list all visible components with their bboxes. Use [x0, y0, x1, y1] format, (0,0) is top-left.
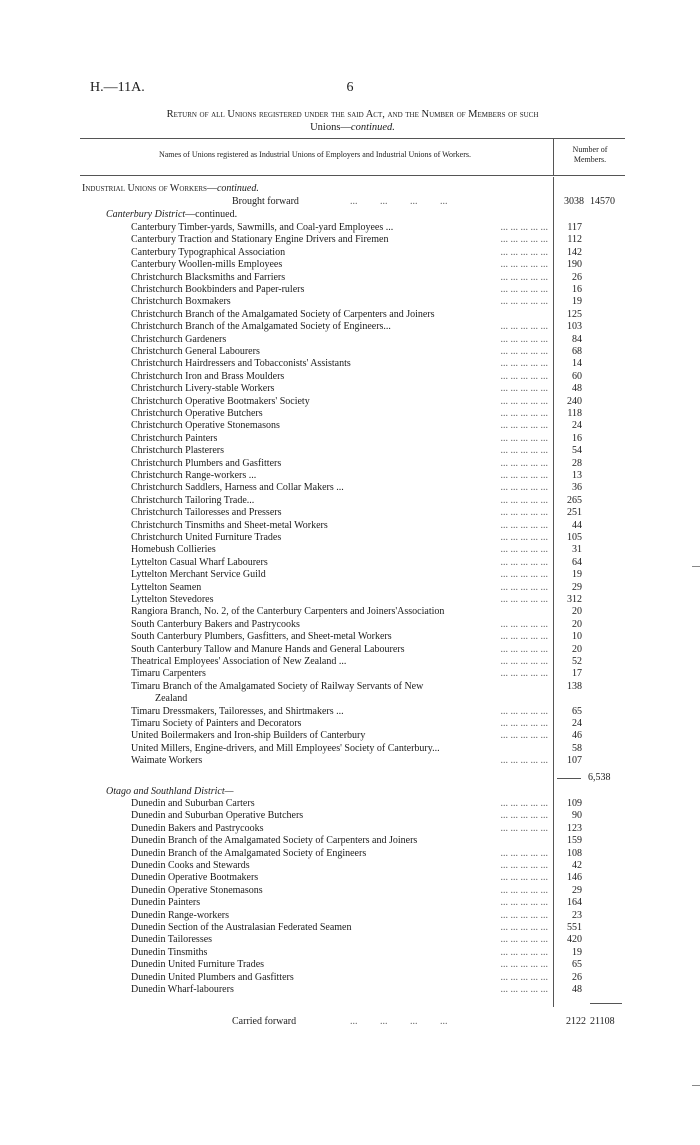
dot-leader: ... ... ... ... ... [500, 798, 548, 809]
union-name: South Canterbury Plumbers, Gasfitters, and Sheet-metal Workers [131, 631, 392, 643]
member-count: 23 [572, 909, 582, 921]
member-count: 84 [572, 333, 582, 345]
dot-leader: ... ... ... ... ... [500, 581, 548, 593]
column-header-members-line1: Number of [572, 145, 608, 154]
union-name: Christchurch Plasterers [131, 445, 225, 457]
dot-leader: ... ... ... ... ... [500, 847, 548, 859]
union-name: South Canterbury Tallow and Manure Hands and General Labourers [131, 643, 405, 655]
dot-leader: ... ... ... ... ... [500, 383, 548, 395]
union-name: Canterbury Typographical Association [131, 246, 286, 258]
member-count: 146 [567, 872, 582, 884]
dot-leader: ... ... ... ... ... [500, 346, 548, 357]
member-count: 24 [572, 718, 582, 729]
union-name: Dunedin Operative Stonemasons [131, 884, 263, 896]
dot-leader: ... ... ... ... ... [500, 618, 548, 630]
dot-leader: ... ... ... ... ... [500, 271, 548, 283]
union-name: United Boilermakers and Iron-ship Builders of Canterbury [131, 730, 366, 742]
dot-leader: ... ... ... ... ... [500, 432, 548, 444]
member-count: 58 [572, 742, 582, 754]
member-count: 29 [572, 884, 582, 896]
scan-edge-mark [692, 566, 700, 567]
dot-leader: ... ... ... ... ... [500, 984, 548, 995]
union-name: United Millers, Engine-drivers, and Mill Employees' Society of Canterbury... [131, 742, 440, 754]
title-line-2-plain: Unions— [310, 122, 351, 133]
brought-forward-leader: ... ... ... ... [350, 196, 448, 207]
union-name: Canterbury Traction and Stationary Engine Drivers and Firemen [131, 234, 389, 246]
district-heading-canterbury-italic: Canterbury District [106, 209, 186, 220]
member-count: 190 [567, 259, 582, 271]
dot-leader: ... ... ... ... ... [500, 482, 548, 494]
dot-leader: ... ... ... ... ... [500, 519, 548, 531]
carried-forward-total: 21108 [590, 1016, 615, 1027]
member-count: 28 [572, 457, 582, 469]
union-name: Dunedin United Furniture Trades [131, 959, 265, 971]
union-name: Christchurch Bookbinders and Paper-rulers [131, 284, 305, 295]
union-name: Christchurch Range-workers ... [131, 470, 257, 481]
dot-leader: ... ... ... ... ... [500, 234, 548, 246]
union-name: Christchurch Saddlers, Harness and Collar Makers ... [131, 482, 344, 494]
carried-forward-leader: ... ... ... ... [350, 1016, 448, 1027]
table-top-rule [80, 138, 625, 139]
member-count: 123 [567, 822, 582, 834]
brought-forward-total: 14570 [590, 196, 615, 207]
member-count: 29 [572, 581, 582, 593]
union-name: Lyttelton Stevedores [131, 594, 214, 605]
title-line-1: Return of all Unions registered under the said Act, and the Number of Members of such [166, 109, 539, 120]
member-count: 16 [572, 284, 582, 295]
union-name: Christchurch United Furniture Trades [131, 532, 282, 543]
union-name: Dunedin and Suburban Carters [131, 798, 255, 809]
union-name: Dunedin Branch of the Amalgamated Society of Carpenters and Joiners [131, 835, 418, 847]
union-name: Christchurch Boxmakers [131, 296, 231, 308]
dot-leader: ... ... ... ... ... [500, 860, 548, 871]
section-heading-italic: continued. [216, 183, 259, 194]
member-count: 20 [572, 606, 582, 618]
dot-leader: ... ... ... ... ... [500, 420, 548, 432]
member-count: 26 [572, 271, 582, 283]
district-heading-canterbury [106, 209, 237, 221]
member-count: 108 [567, 847, 582, 859]
dot-leader: ... ... ... ... ... [500, 922, 548, 933]
union-name: Dunedin Wharf-labourers [131, 984, 234, 995]
union-name: Dunedin Painters [131, 897, 201, 909]
dot-leader: ... ... ... ... ... [500, 755, 548, 767]
member-count: 159 [567, 835, 582, 847]
member-count: 107 [567, 755, 582, 767]
brought-forward-members: 3038 [564, 196, 584, 207]
dot-leader: ... ... ... ... ... [500, 333, 548, 345]
member-count: 19 [572, 569, 582, 581]
dot-leader: ... ... ... ... ... [500, 884, 548, 896]
union-name: Timaru Carpenters [131, 668, 206, 680]
union-name: Christchurch General Labourers [131, 346, 260, 357]
member-count: 265 [567, 494, 582, 506]
union-name: Dunedin Tinsmiths [131, 946, 208, 958]
member-count: 36 [572, 482, 582, 494]
union-name: Christchurch Tailoresses and Pressers [131, 507, 282, 519]
dot-leader: ... ... ... ... ... [500, 718, 548, 729]
dot-leader: ... ... ... ... ... [500, 946, 548, 958]
union-name: Christchurch Hairdressers and Tobacconists' Assistants [131, 358, 351, 370]
dot-leader: ... ... ... ... ... [500, 569, 548, 581]
union-name: Lyttelton Merchant Service Guild [131, 569, 266, 581]
dot-leader: ... ... ... ... ... [500, 556, 548, 568]
dot-leader: ... ... ... ... ... [500, 284, 548, 295]
member-count: 20 [572, 643, 582, 655]
dot-leader: ... ... ... ... ... [500, 507, 548, 519]
member-count: 105 [567, 532, 582, 543]
district-heading-otago: Otago and Southland District— [106, 786, 234, 797]
union-name: Christchurch Iron and Brass Moulders [131, 370, 285, 382]
dot-leader: ... ... ... ... ... [500, 544, 548, 556]
union-name: Dunedin Cooks and Stewards [131, 860, 250, 871]
member-count: 65 [572, 705, 582, 717]
union-name: Dunedin Section of the Australasian Federated Seamen [131, 922, 352, 933]
dot-leader: ... ... ... ... ... [500, 705, 548, 717]
member-count: 48 [572, 383, 582, 395]
member-count: 46 [572, 730, 582, 742]
member-count: 420 [567, 934, 582, 946]
canterbury-district-total: 6,538 [588, 772, 611, 783]
dot-leader: ... ... ... ... ... [500, 321, 548, 333]
member-count: 19 [572, 946, 582, 958]
member-count: 125 [567, 308, 582, 320]
union-name: Homebush Collieries [131, 544, 216, 556]
title-line-2 [80, 121, 625, 134]
dot-leader: ... ... ... ... ... [500, 222, 548, 233]
dot-leader: ... ... ... ... ... [500, 959, 548, 971]
member-count: 52 [572, 656, 582, 667]
union-name: Christchurch Operative Butchers [131, 408, 263, 419]
member-count: 54 [572, 445, 582, 457]
union-name: Christchurch Painters [131, 432, 218, 444]
member-count: 17 [572, 668, 582, 680]
dot-leader: ... ... ... ... ... [500, 494, 548, 506]
member-count: 31 [572, 544, 582, 556]
member-count: 142 [567, 246, 582, 258]
union-name: Theatrical Employees' Association of New Zealand ... [131, 656, 347, 667]
union-name: Dunedin and Suburban Operative Butchers [131, 810, 304, 822]
union-name: Christchurch Livery-stable Workers [131, 383, 275, 395]
union-name: Canterbury Timber-yards, Sawmills, and Coal-yard Employees ... [131, 222, 394, 233]
union-name: Christchurch Branch of the Amalgamated Society of Carpenters and Joiners [131, 308, 435, 320]
member-count: 20 [572, 618, 582, 630]
dot-leader: ... ... ... ... ... [500, 395, 548, 407]
dot-leader: ... ... ... ... ... [500, 971, 548, 983]
dot-leader: ... ... ... ... ... [500, 934, 548, 946]
dot-leader: ... ... ... ... ... [500, 872, 548, 884]
union-name: Christchurch Blacksmiths and Farriers [131, 271, 286, 283]
member-count: 48 [572, 984, 582, 995]
dot-leader: ... ... ... ... ... [500, 631, 548, 643]
member-count: 10 [572, 631, 582, 643]
page-number: 6 [346, 80, 354, 95]
union-name-continuation: Zealand [155, 693, 188, 705]
dot-leader: ... ... ... ... ... [500, 810, 548, 822]
member-count: 65 [572, 959, 582, 971]
document-code: H.—11A. [90, 80, 145, 95]
union-name: Lyttelton Seamen [131, 581, 202, 593]
union-name: Lyttelton Casual Wharf Labourers [131, 556, 268, 568]
dot-leader: ... ... ... ... ... [500, 408, 548, 419]
union-name: Christchurch Tailoring Trade... [131, 494, 255, 506]
dot-leader: ... ... ... ... ... [500, 909, 548, 921]
member-count: 251 [567, 507, 582, 519]
brought-forward-label: Brought forward [232, 196, 299, 207]
dot-leader: ... ... ... ... ... [500, 370, 548, 382]
district-heading-canterbury-plain: —continued. [185, 209, 238, 220]
union-name: Christchurch Branch of the Amalgamated Society of Engineers... [131, 321, 391, 333]
dot-leader: ... ... ... ... ... [500, 656, 548, 667]
dot-leader: ... ... ... ... ... [500, 594, 548, 605]
carried-forward-members: 2122 [566, 1016, 586, 1027]
union-name: Christchurch Gardeners [131, 333, 227, 345]
column-header-names: Names of Unions registered as Industrial Unions of Employers and Industrial Unions of Workers. [158, 150, 472, 159]
union-name: Christchurch Tinsmiths and Sheet-metal Workers [131, 519, 328, 531]
union-name: South Canterbury Bakers and Pastrycooks [131, 618, 300, 630]
member-count: 68 [572, 346, 582, 357]
canterbury-total-rule [557, 778, 581, 779]
member-count: 118 [567, 408, 582, 419]
carried-forward-rule [590, 1003, 622, 1004]
union-name: Christchurch Plumbers and Gasfitters [131, 457, 282, 469]
table-header-bottom-rule [80, 175, 625, 176]
union-name: Timaru Dressmakers, Tailoresses, and Shirtmakers ... [131, 705, 344, 717]
union-name: Dunedin Branch of the Amalgamated Society of Engineers [131, 847, 367, 859]
union-name: Christchurch Operative Bootmakers' Society [131, 395, 310, 407]
member-count: 103 [567, 321, 582, 333]
member-count: 42 [572, 860, 582, 871]
union-name: Timaru Society of Painters and Decorators [131, 718, 302, 729]
scan-edge-mark [692, 1085, 700, 1086]
union-name: Dunedin Operative Bootmakers [131, 872, 259, 884]
member-count: 26 [572, 971, 582, 983]
dot-leader: ... ... ... ... ... [500, 730, 548, 742]
dot-leader: ... ... ... ... ... [500, 643, 548, 655]
column-header-members [556, 145, 624, 165]
member-count: 109 [567, 798, 582, 809]
section-heading [82, 183, 259, 195]
dot-leader: ... ... ... ... ... [500, 246, 548, 258]
dot-leader: ... ... ... ... ... [500, 822, 548, 834]
union-name: Rangiora Branch, No. 2, of the Canterbury Carpenters and Joiners'Association [131, 606, 445, 618]
carried-forward-label: Carried forward [232, 1016, 297, 1027]
dot-leader: ... ... ... ... ... [500, 296, 548, 308]
section-heading-plain: Industrial Unions of Workers— [82, 183, 217, 194]
member-count: 117 [567, 222, 582, 233]
union-name: Waimate Workers [131, 755, 203, 767]
union-name: Canterbury Woollen-mills Employees [131, 259, 283, 271]
dot-leader: ... ... ... ... ... [500, 457, 548, 469]
member-count: 13 [572, 470, 582, 481]
title-line-2-italic: continued. [350, 122, 395, 133]
member-count: 60 [572, 370, 582, 382]
dot-leader: ... ... ... ... ... [500, 445, 548, 457]
dot-leader: ... ... ... ... ... [500, 668, 548, 680]
member-count: 551 [567, 922, 582, 933]
member-count: 240 [567, 395, 582, 407]
header-column-divider [553, 138, 554, 175]
dot-leader: ... ... ... ... ... [500, 470, 548, 481]
union-name: Christchurch Operative Stonemasons [131, 420, 280, 432]
member-count: 14 [572, 358, 582, 370]
member-count: 44 [572, 519, 582, 531]
union-name: Dunedin Bakers and Pastrycooks [131, 822, 264, 834]
member-count: 90 [572, 810, 582, 822]
member-count: 1⁠6 [572, 432, 582, 444]
member-count: 312 [567, 594, 582, 605]
member-count: 24 [572, 420, 582, 432]
union-name: Timaru Branch of the Amalgamated Society of Railway Servants of New [131, 680, 424, 692]
member-count: 138 [567, 680, 582, 692]
union-name: Dunedin United Plumbers and Gasfitters [131, 971, 294, 983]
union-name: Dunedin Range-workers [131, 909, 230, 921]
body-column-divider [553, 177, 554, 1007]
member-count: 112 [567, 234, 582, 246]
dot-leader: ... ... ... ... ... [500, 358, 548, 370]
page-title [80, 108, 625, 134]
dot-leader: ... ... ... ... ... [500, 259, 548, 271]
member-count: 19 [572, 296, 582, 308]
member-count: 164 [567, 897, 582, 909]
member-count: 64 [572, 556, 582, 568]
column-header-members-line2: Members. [573, 155, 607, 164]
dot-leader: ... ... ... ... ... [500, 897, 548, 909]
union-name: Dunedin Tailoresses [131, 934, 213, 946]
dot-leader: ... ... ... ... ... [500, 532, 548, 543]
